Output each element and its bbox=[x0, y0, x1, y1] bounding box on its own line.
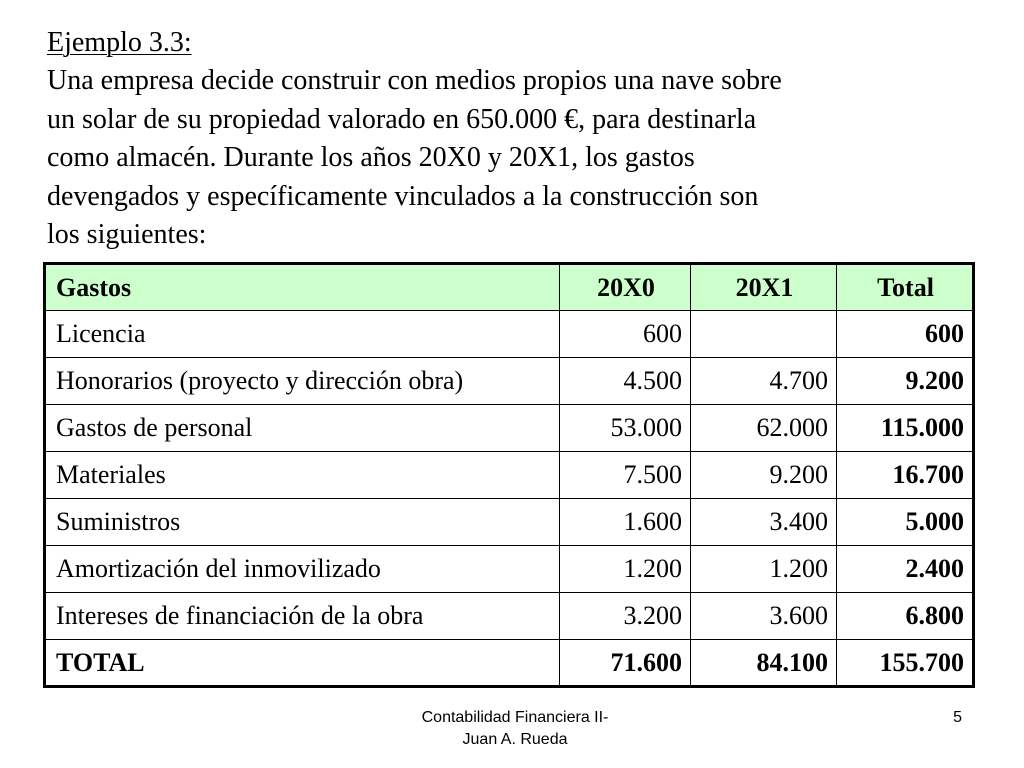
grand-total: 155.700 bbox=[837, 640, 974, 687]
amount-total: 115.000 bbox=[837, 405, 974, 452]
amount-20x1: 62.000 bbox=[691, 405, 837, 452]
table-row bbox=[45, 546, 974, 593]
statement-line: devengados y específicamente vinculados a la construcción son bbox=[47, 180, 759, 212]
amount-total: 5.000 bbox=[837, 499, 974, 546]
footer-course: Contabilidad Financiera II- bbox=[421, 709, 609, 726]
statement-line: Una empresa decide construir con medios propios una nave sobre bbox=[47, 65, 782, 96]
amount-20x1: 4.700 bbox=[691, 358, 837, 405]
statement-line: como almacén. Durante los años 20X0 y 20X1, los gastos bbox=[47, 142, 695, 174]
amount-20x1: 3.400 bbox=[691, 499, 837, 546]
table-row bbox=[45, 405, 974, 452]
amount-20x0: 4.500 bbox=[560, 358, 691, 405]
expense-concept: Amortización del inmovilizado bbox=[45, 546, 560, 593]
column-header-20x0: 20X0 bbox=[560, 264, 691, 311]
table-total-row bbox=[45, 640, 974, 687]
total-label: TOTAL bbox=[45, 640, 560, 687]
column-header-total: Total bbox=[837, 264, 974, 311]
amount-total: 9.200 bbox=[837, 358, 974, 405]
table-header-row bbox=[45, 264, 974, 311]
table-row bbox=[45, 499, 974, 546]
column-header-20x1: 20X1 bbox=[691, 264, 837, 311]
table-row bbox=[45, 311, 974, 358]
amount-20x1: 3.600 bbox=[691, 593, 837, 640]
expense-concept: Licencia bbox=[45, 311, 560, 358]
amount-20x0: 1.200 bbox=[560, 546, 691, 593]
footer-credit bbox=[385, 707, 645, 751]
column-header-gastos: Gastos bbox=[45, 264, 560, 311]
total-20x0: 71.600 bbox=[560, 640, 691, 687]
amount-20x0: 600 bbox=[560, 311, 691, 358]
expense-concept: Honorarios (proyecto y dirección obra) bbox=[45, 358, 560, 405]
table-row bbox=[45, 593, 974, 640]
table-row bbox=[45, 452, 974, 499]
amount-20x0: 7.500 bbox=[560, 452, 691, 499]
amount-20x1 bbox=[691, 311, 837, 358]
total-20x1: 84.100 bbox=[691, 640, 837, 687]
amount-20x1: 1.200 bbox=[691, 546, 837, 593]
page-number: 5 bbox=[953, 709, 962, 726]
amount-20x1: 9.200 bbox=[691, 452, 837, 499]
amount-total: 6.800 bbox=[837, 593, 974, 640]
expense-concept: Gastos de personal bbox=[45, 405, 560, 452]
statement-line: los siguientes: bbox=[47, 219, 207, 251]
footer-author: Juan A. Rueda bbox=[462, 731, 568, 748]
amount-total: 600 bbox=[837, 311, 974, 358]
amount-total: 2.400 bbox=[837, 546, 974, 593]
expenses-table bbox=[43, 262, 975, 688]
amount-20x0: 1.600 bbox=[560, 499, 691, 546]
amount-total: 16.700 bbox=[837, 452, 974, 499]
statement-line: un solar de su propiedad valorado en 650.000 €, para destinarla bbox=[47, 103, 757, 135]
amount-20x0: 53.000 bbox=[560, 405, 691, 452]
table-row bbox=[45, 358, 974, 405]
example-heading: Ejemplo 3.3: bbox=[47, 27, 192, 58]
amount-20x0: 3.200 bbox=[560, 593, 691, 640]
problem-statement bbox=[47, 62, 1007, 255]
expense-concept: Intereses de financiación de la obra bbox=[45, 593, 560, 640]
expense-concept: Suministros bbox=[45, 499, 560, 546]
expense-concept: Materiales bbox=[45, 452, 560, 499]
